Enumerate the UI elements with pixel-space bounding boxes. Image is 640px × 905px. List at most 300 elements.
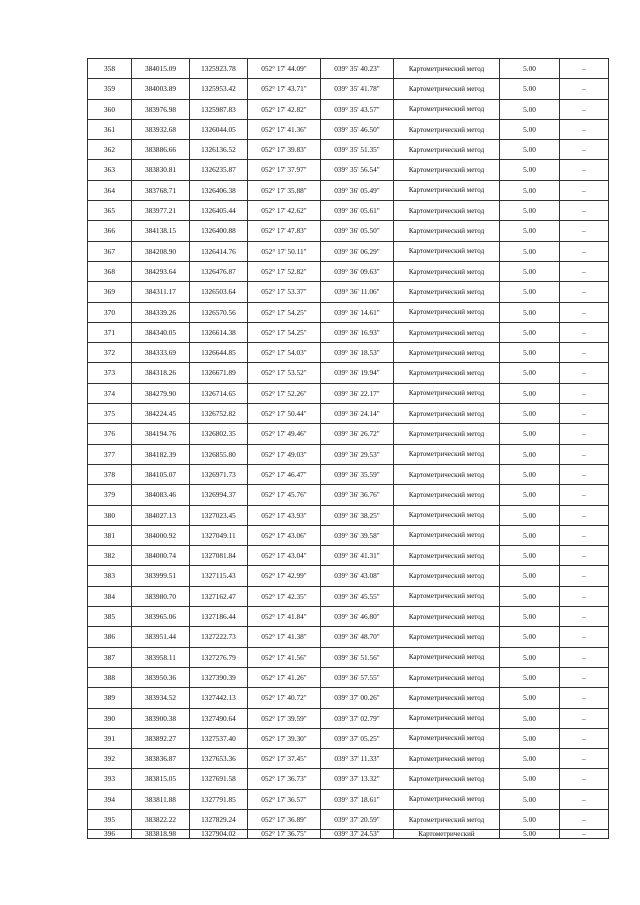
table-row — [88, 688, 609, 708]
point-number-cell: 379 — [88, 485, 132, 505]
longitude-cell: 039° 37' 20.59" — [321, 809, 394, 829]
latitude-cell: 052° 17' 52.82" — [248, 261, 321, 281]
accuracy-cell: 5.00 — [500, 404, 560, 424]
y-coordinate-cell: 1326405.44 — [190, 201, 248, 221]
longitude-cell: 039° 35' 46.50" — [321, 119, 394, 139]
y-coordinate-cell: 1326570.56 — [190, 302, 248, 322]
x-coordinate-cell: 384194.76 — [132, 424, 190, 444]
point-number-cell: 395 — [88, 809, 132, 829]
note-cell: – — [560, 789, 609, 809]
y-coordinate-cell: 1327049.11 — [190, 525, 248, 545]
table-row — [88, 566, 609, 586]
point-number-cell: 383 — [88, 566, 132, 586]
y-coordinate-cell: 1326855.80 — [190, 444, 248, 464]
y-coordinate-cell: 1326136.52 — [190, 140, 248, 160]
x-coordinate-cell: 384083.46 — [132, 485, 190, 505]
coordinates-table — [87, 58, 609, 839]
accuracy-cell: 5.00 — [500, 424, 560, 444]
x-coordinate-cell: 384027.13 — [132, 505, 190, 525]
longitude-cell: 039° 36' 41.31" — [321, 546, 394, 566]
note-cell: – — [560, 99, 609, 119]
method-cell: Картометрический метод — [394, 322, 500, 342]
y-coordinate-cell: 1326994.37 — [190, 485, 248, 505]
y-coordinate-cell: 1326235.87 — [190, 160, 248, 180]
point-number-cell: 394 — [88, 789, 132, 809]
latitude-cell: 052° 17' 35.88" — [248, 180, 321, 200]
point-number-cell: 359 — [88, 79, 132, 99]
latitude-cell: 052° 17' 49.03" — [248, 444, 321, 464]
method-cell: Картометрический метод — [394, 708, 500, 728]
note-cell: – — [560, 505, 609, 525]
x-coordinate-cell: 384339.26 — [132, 302, 190, 322]
longitude-cell: 039° 36' 18.53" — [321, 343, 394, 363]
y-coordinate-cell: 1326614.38 — [190, 322, 248, 342]
x-coordinate-cell: 383932.68 — [132, 119, 190, 139]
table-row — [88, 180, 609, 200]
point-number-cell: 391 — [88, 728, 132, 748]
method-cell: Картометрический метод — [394, 667, 500, 687]
table-row — [88, 525, 609, 545]
accuracy-cell: 5.00 — [500, 749, 560, 769]
note-cell: – — [560, 444, 609, 464]
y-coordinate-cell: 1325953.42 — [190, 79, 248, 99]
latitude-cell: 052° 17' 39.30" — [248, 728, 321, 748]
latitude-cell: 052° 17' 37.97" — [248, 160, 321, 180]
x-coordinate-cell: 383980.70 — [132, 586, 190, 606]
accuracy-cell: 5.00 — [500, 627, 560, 647]
x-coordinate-cell: 384340.05 — [132, 322, 190, 342]
point-number-cell: 384 — [88, 586, 132, 606]
x-coordinate-cell: 383965.06 — [132, 607, 190, 627]
y-coordinate-cell: 1327115.43 — [190, 566, 248, 586]
accuracy-cell: 5.00 — [500, 586, 560, 606]
latitude-cell: 052° 17' 39.59" — [248, 708, 321, 728]
x-coordinate-cell: 383822.22 — [132, 809, 190, 829]
accuracy-cell: 5.00 — [500, 180, 560, 200]
table-row — [88, 140, 609, 160]
latitude-cell: 052° 17' 52.26" — [248, 383, 321, 403]
note-cell: – — [560, 119, 609, 139]
accuracy-cell: 5.00 — [500, 444, 560, 464]
x-coordinate-cell: 384003.89 — [132, 79, 190, 99]
x-coordinate-cell: 384182.39 — [132, 444, 190, 464]
accuracy-cell: 5.00 — [500, 221, 560, 241]
latitude-cell: 052° 17' 36.57" — [248, 789, 321, 809]
point-number-cell: 382 — [88, 546, 132, 566]
method-cell: Картометрический метод — [394, 566, 500, 586]
table-row — [88, 404, 609, 424]
latitude-cell: 052° 17' 47.83" — [248, 221, 321, 241]
point-number-cell: 392 — [88, 749, 132, 769]
table-row — [88, 464, 609, 484]
latitude-cell: 052° 17' 45.76" — [248, 485, 321, 505]
y-coordinate-cell: 1327162.47 — [190, 586, 248, 606]
note-cell: – — [560, 728, 609, 748]
x-coordinate-cell: 383999.51 — [132, 566, 190, 586]
method-cell: Картометрический метод — [394, 789, 500, 809]
accuracy-cell: 5.00 — [500, 464, 560, 484]
method-cell: Картометрический метод — [394, 99, 500, 119]
note-cell: – — [560, 282, 609, 302]
longitude-cell: 039° 36' 35.59" — [321, 464, 394, 484]
note-cell: – — [560, 667, 609, 687]
note-cell: – — [560, 363, 609, 383]
y-coordinate-cell: 1326671.89 — [190, 363, 248, 383]
accuracy-cell: 5.00 — [500, 546, 560, 566]
note-cell: – — [560, 241, 609, 261]
note-cell: – — [560, 261, 609, 281]
y-coordinate-cell: 1327691.58 — [190, 769, 248, 789]
longitude-cell: 039° 37' 05.25" — [321, 728, 394, 748]
latitude-cell: 052° 17' 50.44" — [248, 404, 321, 424]
x-coordinate-cell: 383815.05 — [132, 769, 190, 789]
longitude-cell: 039° 35' 41.78" — [321, 79, 394, 99]
method-cell: Картометрический метод — [394, 444, 500, 464]
longitude-cell: 039° 36' 14.61" — [321, 302, 394, 322]
note-cell: – — [560, 769, 609, 789]
point-number-cell: 381 — [88, 525, 132, 545]
x-coordinate-cell: 384105.07 — [132, 464, 190, 484]
longitude-cell: 039° 36' 06.29" — [321, 241, 394, 261]
table-row — [88, 586, 609, 606]
coordinates-table-body — [88, 59, 609, 839]
table-row — [88, 241, 609, 261]
point-number-cell: 375 — [88, 404, 132, 424]
x-coordinate-cell: 383900.38 — [132, 708, 190, 728]
latitude-cell: 052° 17' 54.03" — [248, 343, 321, 363]
point-number-cell: 396 — [88, 830, 132, 839]
y-coordinate-cell: 1326406.38 — [190, 180, 248, 200]
table-row — [88, 627, 609, 647]
x-coordinate-cell: 384333.69 — [132, 343, 190, 363]
accuracy-cell: 5.00 — [500, 79, 560, 99]
latitude-cell: 052° 17' 36.75" — [248, 830, 321, 839]
x-coordinate-cell: 384293.64 — [132, 261, 190, 281]
latitude-cell: 052° 17' 41.26" — [248, 667, 321, 687]
table-row — [88, 99, 609, 119]
note-cell: – — [560, 586, 609, 606]
note-cell: – — [560, 404, 609, 424]
point-number-cell: 390 — [88, 708, 132, 728]
table-row — [88, 302, 609, 322]
table-row — [88, 505, 609, 525]
note-cell: – — [560, 79, 609, 99]
latitude-cell: 052° 17' 40.72" — [248, 688, 321, 708]
accuracy-cell: 5.00 — [500, 322, 560, 342]
note-cell: – — [560, 485, 609, 505]
table-row — [88, 424, 609, 444]
accuracy-cell: 5.00 — [500, 485, 560, 505]
latitude-cell: 052° 17' 36.73" — [248, 769, 321, 789]
accuracy-cell: 5.00 — [500, 140, 560, 160]
table-row — [88, 830, 609, 839]
longitude-cell: 039° 35' 43.57" — [321, 99, 394, 119]
note-cell: – — [560, 383, 609, 403]
y-coordinate-cell: 1327081.84 — [190, 546, 248, 566]
longitude-cell: 039° 36' 51.56" — [321, 647, 394, 667]
y-coordinate-cell: 1327023.45 — [190, 505, 248, 525]
method-cell: Картометрический метод — [394, 241, 500, 261]
table-row — [88, 282, 609, 302]
accuracy-cell: 5.00 — [500, 119, 560, 139]
table-row — [88, 708, 609, 728]
y-coordinate-cell: 1326044.05 — [190, 119, 248, 139]
longitude-cell: 039° 36' 19.94" — [321, 363, 394, 383]
y-coordinate-cell: 1326400.88 — [190, 221, 248, 241]
accuracy-cell: 5.00 — [500, 830, 560, 839]
longitude-cell: 039° 36' 48.70" — [321, 627, 394, 647]
y-coordinate-cell: 1326476.87 — [190, 261, 248, 281]
x-coordinate-cell: 383768.71 — [132, 180, 190, 200]
note-cell: – — [560, 343, 609, 363]
method-cell: Картометрический метод — [394, 160, 500, 180]
longitude-cell: 039° 36' 05.49" — [321, 180, 394, 200]
x-coordinate-cell: 384311.17 — [132, 282, 190, 302]
accuracy-cell: 5.00 — [500, 201, 560, 221]
x-coordinate-cell: 383977.21 — [132, 201, 190, 221]
x-coordinate-cell: 384318.26 — [132, 363, 190, 383]
accuracy-cell: 5.00 — [500, 789, 560, 809]
method-cell: Картометрический метод — [394, 424, 500, 444]
point-number-cell: 368 — [88, 261, 132, 281]
table-row — [88, 769, 609, 789]
table-row — [88, 789, 609, 809]
longitude-cell: 039° 37' 24.53" — [321, 830, 394, 839]
method-cell: Картометрический метод — [394, 525, 500, 545]
longitude-cell: 039° 36' 38.25" — [321, 505, 394, 525]
table-row — [88, 749, 609, 769]
note-cell: – — [560, 140, 609, 160]
point-number-cell: 370 — [88, 302, 132, 322]
method-cell: Картометрический метод — [394, 586, 500, 606]
latitude-cell: 052° 17' 43.06" — [248, 525, 321, 545]
longitude-cell: 039° 36' 43.08" — [321, 566, 394, 586]
method-cell: Картометрический метод — [394, 769, 500, 789]
latitude-cell: 052° 17' 42.99" — [248, 566, 321, 586]
longitude-cell: 039° 35' 40.23" — [321, 59, 394, 79]
point-number-cell: 372 — [88, 343, 132, 363]
longitude-cell: 039° 35' 51.35" — [321, 140, 394, 160]
point-number-cell: 386 — [88, 627, 132, 647]
note-cell: – — [560, 607, 609, 627]
longitude-cell: 039° 37' 11.33" — [321, 749, 394, 769]
method-cell: Картометрический метод — [394, 201, 500, 221]
y-coordinate-cell: 1327276.79 — [190, 647, 248, 667]
point-number-cell: 374 — [88, 383, 132, 403]
table-row — [88, 59, 609, 79]
accuracy-cell: 5.00 — [500, 505, 560, 525]
method-cell: Картометрический метод — [394, 79, 500, 99]
point-number-cell: 389 — [88, 688, 132, 708]
point-number-cell: 393 — [88, 769, 132, 789]
accuracy-cell: 5.00 — [500, 261, 560, 281]
latitude-cell: 052° 17' 50.11" — [248, 241, 321, 261]
point-number-cell: 378 — [88, 464, 132, 484]
point-number-cell: 362 — [88, 140, 132, 160]
accuracy-cell: 5.00 — [500, 607, 560, 627]
latitude-cell: 052° 17' 53.37" — [248, 282, 321, 302]
x-coordinate-cell: 383950.36 — [132, 667, 190, 687]
table-row — [88, 119, 609, 139]
accuracy-cell: 5.00 — [500, 688, 560, 708]
point-number-cell: 388 — [88, 667, 132, 687]
x-coordinate-cell: 384208.90 — [132, 241, 190, 261]
method-cell: Картометрический метод — [394, 363, 500, 383]
x-coordinate-cell: 383811.88 — [132, 789, 190, 809]
table-row — [88, 809, 609, 829]
y-coordinate-cell: 1327904.02 — [190, 830, 248, 839]
note-cell: – — [560, 525, 609, 545]
y-coordinate-cell: 1327829.24 — [190, 809, 248, 829]
accuracy-cell: 5.00 — [500, 708, 560, 728]
table-row — [88, 343, 609, 363]
method-cell: Картометрический метод — [394, 647, 500, 667]
table-row — [88, 160, 609, 180]
y-coordinate-cell: 1326752.82 — [190, 404, 248, 424]
latitude-cell: 052° 17' 41.56" — [248, 647, 321, 667]
note-cell: – — [560, 180, 609, 200]
point-number-cell: 366 — [88, 221, 132, 241]
latitude-cell: 052° 17' 49.46" — [248, 424, 321, 444]
accuracy-cell: 5.00 — [500, 769, 560, 789]
method-cell: Картометрический метод — [394, 343, 500, 363]
latitude-cell: 052° 17' 43.71" — [248, 79, 321, 99]
method-cell: Картометрический метод — [394, 119, 500, 139]
point-number-cell: 387 — [88, 647, 132, 667]
accuracy-cell: 5.00 — [500, 160, 560, 180]
accuracy-cell: 5.00 — [500, 728, 560, 748]
note-cell: – — [560, 322, 609, 342]
x-coordinate-cell: 384279.90 — [132, 383, 190, 403]
longitude-cell: 039° 36' 24.14" — [321, 404, 394, 424]
method-cell: Картометрический метод — [394, 221, 500, 241]
y-coordinate-cell: 1326714.65 — [190, 383, 248, 403]
x-coordinate-cell: 383886.66 — [132, 140, 190, 160]
latitude-cell: 052° 17' 37.45" — [248, 749, 321, 769]
latitude-cell: 052° 17' 54.25" — [248, 322, 321, 342]
latitude-cell: 052° 17' 39.83" — [248, 140, 321, 160]
longitude-cell: 039° 36' 26.72" — [321, 424, 394, 444]
method-cell: Картометрический метод — [394, 302, 500, 322]
method-cell: Картометрический метод — [394, 180, 500, 200]
y-coordinate-cell: 1327490.64 — [190, 708, 248, 728]
note-cell: – — [560, 546, 609, 566]
latitude-cell: 052° 17' 42.35" — [248, 586, 321, 606]
latitude-cell: 052° 17' 41.38" — [248, 627, 321, 647]
note-cell: – — [560, 647, 609, 667]
latitude-cell: 052° 17' 54.25" — [248, 302, 321, 322]
longitude-cell: 039° 36' 46.80" — [321, 607, 394, 627]
point-number-cell: 376 — [88, 424, 132, 444]
latitude-cell: 052° 17' 36.89" — [248, 809, 321, 829]
y-coordinate-cell: 1327186.44 — [190, 607, 248, 627]
accuracy-cell: 5.00 — [500, 302, 560, 322]
table-row — [88, 322, 609, 342]
y-coordinate-cell: 1327791.85 — [190, 789, 248, 809]
method-cell: Картометрический метод — [394, 546, 500, 566]
y-coordinate-cell: 1326644.85 — [190, 343, 248, 363]
accuracy-cell: 5.00 — [500, 667, 560, 687]
note-cell: – — [560, 809, 609, 829]
x-coordinate-cell: 383976.98 — [132, 99, 190, 119]
x-coordinate-cell: 383830.81 — [132, 160, 190, 180]
accuracy-cell: 5.00 — [500, 282, 560, 302]
longitude-cell: 039° 36' 29.53" — [321, 444, 394, 464]
method-cell: Картометрический метод — [394, 282, 500, 302]
accuracy-cell: 5.00 — [500, 363, 560, 383]
longitude-cell: 039° 37' 13.32" — [321, 769, 394, 789]
table-row — [88, 363, 609, 383]
accuracy-cell: 5.00 — [500, 566, 560, 586]
point-number-cell: 377 — [88, 444, 132, 464]
latitude-cell: 052° 17' 43.04" — [248, 546, 321, 566]
point-number-cell: 364 — [88, 180, 132, 200]
point-number-cell: 385 — [88, 607, 132, 627]
latitude-cell: 052° 17' 42.62" — [248, 201, 321, 221]
x-coordinate-cell: 383836.87 — [132, 749, 190, 769]
note-cell: – — [560, 201, 609, 221]
method-cell: Картометрический метод — [394, 485, 500, 505]
longitude-cell: 039° 36' 11.06" — [321, 282, 394, 302]
method-cell: Картометрический метод — [394, 809, 500, 829]
latitude-cell: 052° 17' 42.82" — [248, 99, 321, 119]
note-cell: – — [560, 688, 609, 708]
note-cell: – — [560, 302, 609, 322]
accuracy-cell: 5.00 — [500, 99, 560, 119]
table-row — [88, 607, 609, 627]
method-cell: Картометрический метод — [394, 59, 500, 79]
accuracy-cell: 5.00 — [500, 525, 560, 545]
note-cell: – — [560, 221, 609, 241]
method-cell: Картометрический метод — [394, 383, 500, 403]
table-row — [88, 647, 609, 667]
longitude-cell: 039° 36' 39.58" — [321, 525, 394, 545]
y-coordinate-cell: 1326503.64 — [190, 282, 248, 302]
method-cell: Картометрический метод — [394, 627, 500, 647]
y-coordinate-cell: 1326971.73 — [190, 464, 248, 484]
table-row — [88, 79, 609, 99]
table-row — [88, 201, 609, 221]
table-row — [88, 485, 609, 505]
point-number-cell: 367 — [88, 241, 132, 261]
x-coordinate-cell: 383951.44 — [132, 627, 190, 647]
longitude-cell: 039° 36' 09.63" — [321, 261, 394, 281]
point-number-cell: 363 — [88, 160, 132, 180]
y-coordinate-cell: 1325923.78 — [190, 59, 248, 79]
longitude-cell: 039° 37' 18.61" — [321, 789, 394, 809]
accuracy-cell: 5.00 — [500, 809, 560, 829]
table-row — [88, 444, 609, 464]
y-coordinate-cell: 1327537.40 — [190, 728, 248, 748]
table-row — [88, 667, 609, 687]
table-row — [88, 383, 609, 403]
longitude-cell: 039° 36' 36.76" — [321, 485, 394, 505]
note-cell: – — [560, 830, 609, 839]
longitude-cell: 039° 36' 05.50" — [321, 221, 394, 241]
x-coordinate-cell: 383818.98 — [132, 830, 190, 839]
latitude-cell: 052° 17' 41.84" — [248, 607, 321, 627]
method-cell: Картометрический метод — [394, 505, 500, 525]
longitude-cell: 039° 37' 02.79" — [321, 708, 394, 728]
table-row — [88, 546, 609, 566]
latitude-cell: 052° 17' 53.52" — [248, 363, 321, 383]
y-coordinate-cell: 1327390.39 — [190, 667, 248, 687]
longitude-cell: 039° 36' 16.93" — [321, 322, 394, 342]
note-cell: – — [560, 59, 609, 79]
point-number-cell: 361 — [88, 119, 132, 139]
point-number-cell: 369 — [88, 282, 132, 302]
method-cell: Картометрический — [394, 830, 500, 839]
